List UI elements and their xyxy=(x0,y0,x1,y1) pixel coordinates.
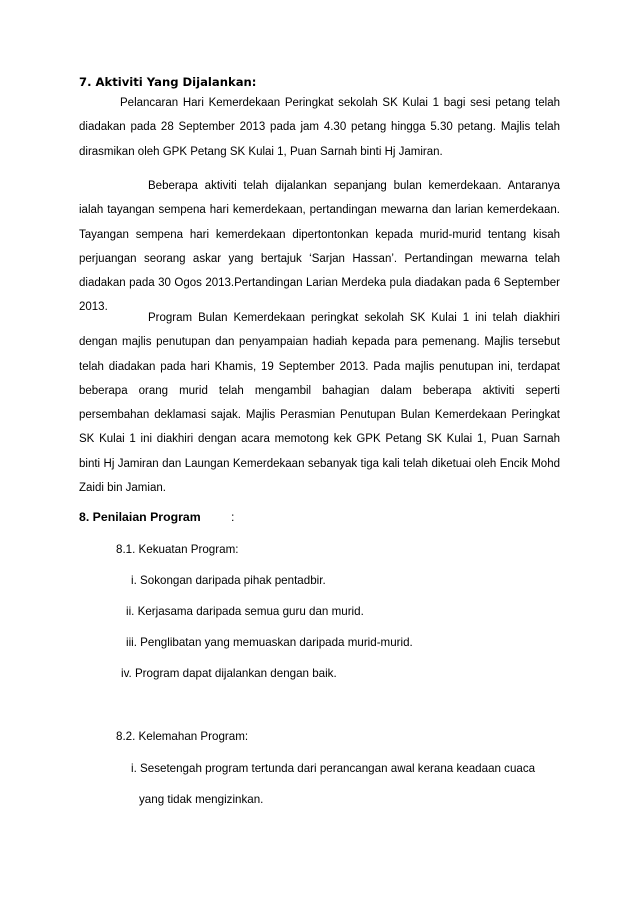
weaknesses-heading: 8.2. Kelemahan Program: xyxy=(116,730,249,743)
section-7-paragraph-3: Program Bulan Kemerdekaan peringkat sekolah SK Kulai 1 ini telah diakhiri dengan majlis penutupan dan penyampaian hadiah kepada para pemenang. Majlis tersebut telah diadakan pada hari Khamis, 19 September 2013. Pada majlis penutupan ini, terdapat beberapa orang murid telah mengambil bahagian dalam beberapa aktiviti seperti persembahan deklamasi sajak. Majlis Perasmian Penutupan Bulan Kemerdekaan Peringkat SK Kulai 1 ini diakhiri dengan acara memotong kek GPK Petang SK Kulai 1, Puan Sarnah binti Hj Jamiran dan Laungan Kemerdekaan sebanyak tiga kali telah diketuai oleh Encik Mohd Zaidi bin Jamian. xyxy=(79,312,560,495)
strengths-heading: 8.1. Kekuatan Program: xyxy=(116,543,239,556)
strength-item-2: ii. Kerjasama daripada semua guru dan murid. xyxy=(126,605,364,618)
strength-item-4: iv. Program dapat dijalankan dengan baik. xyxy=(121,667,337,680)
section-7-paragraph-1: Pelancaran Hari Kemerdekaan Peringkat sekolah SK Kulai 1 bagi sesi petang telah diadakan pada 28 September 2013 pada jam 4.30 petang hingga 5.30 petang. Majlis telah dirasmikan oleh GPK Petang SK Kulai 1, Puan Sarnah binti Hj Jamiran. xyxy=(79,97,560,158)
strength-item-3: iii. Penglibatan yang memuaskan daripada murid-murid. xyxy=(126,636,413,649)
section-8-heading-colon: : xyxy=(231,510,235,524)
weakness-item-1: i. Sesetengah program tertunda dari perancangan awal kerana keadaan cuaca xyxy=(131,762,536,775)
section-8-heading xyxy=(79,510,235,524)
section-8-heading-text: 8. Penilaian Program xyxy=(79,510,201,524)
strength-item-1: i. Sokongan daripada pihak pentadbir. xyxy=(131,574,326,587)
section-7-paragraph-2: Beberapa aktiviti telah dijalankan sepanjang bulan kemerdekaan. Antaranya ialah tayangan sempena hari kemerdekaan, pertandingan mewarna dan larian kemerdekaan. Tayangan sempena hari kemerdekaan dipertontonkan kepada murid-murid tentang kisah perjuangan seorang askar yang bertajuk ‘Sarjan Hassan’. Pertandingan mewarna telah diadakan pada 30 Ogos 2013.Pertandingan Larian Merdeka pula diadakan pada 6 September 2013. xyxy=(79,180,560,314)
section-7-heading: 7. Aktiviti Yang Dijalankan: xyxy=(79,75,257,89)
weakness-item-1-continued: yang tidak mengizinkan. xyxy=(139,793,264,806)
